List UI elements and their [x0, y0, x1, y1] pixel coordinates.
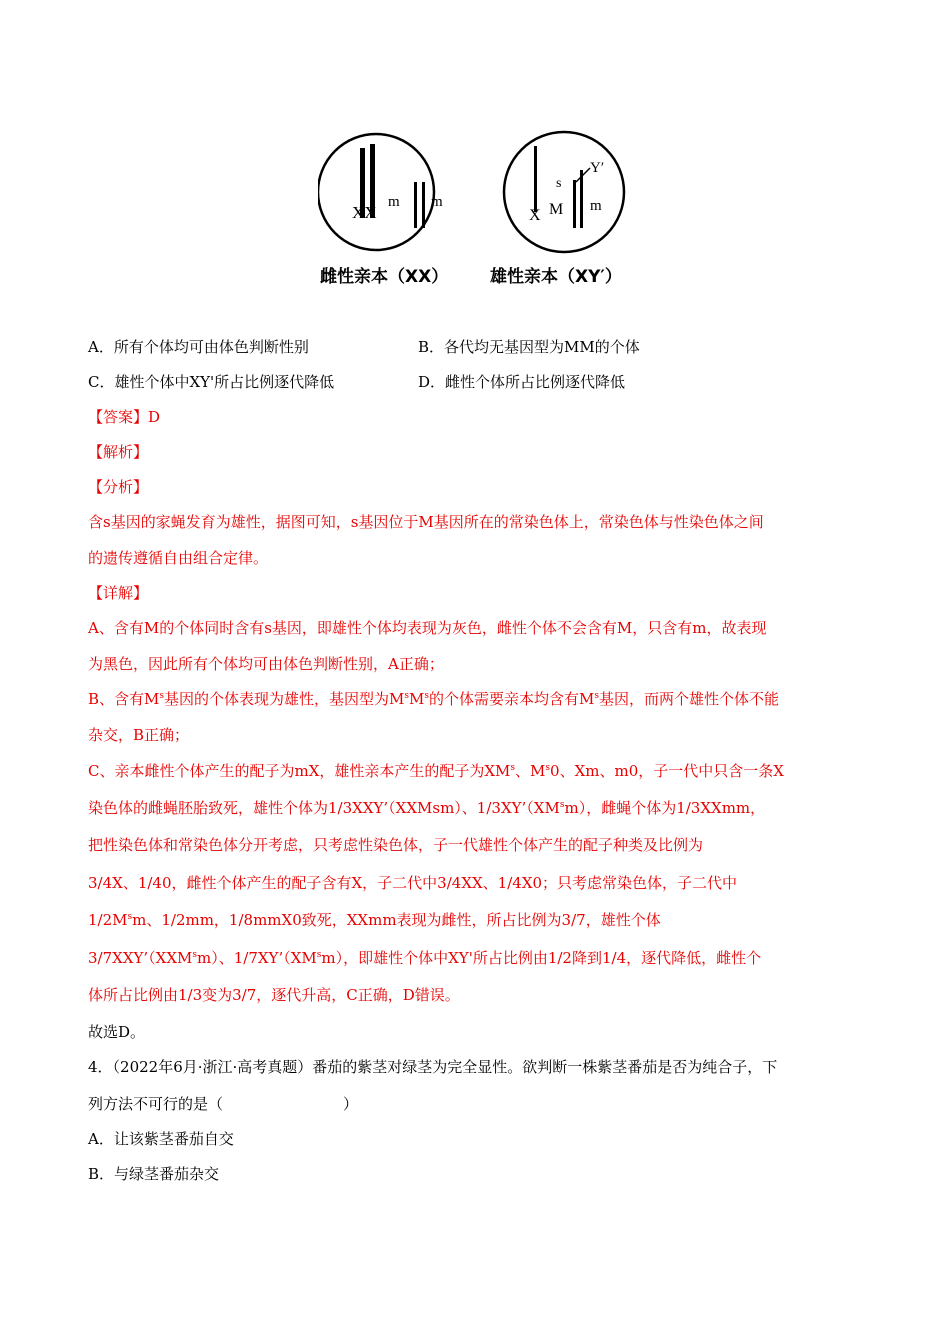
- superscript: s: [127, 912, 133, 922]
- option-c: C．雄性个体中XY'所占比例逐代降低: [88, 373, 335, 391]
- question-4-stem-line-2: [88, 1093, 868, 1115]
- label-xx: XX: [352, 203, 377, 222]
- label-m2: m: [431, 194, 443, 210]
- label-y: Y′: [590, 160, 605, 176]
- detail-c-line-3: 把性染色体和常染色体分开考虑，只考虑性染色体，子一代雄性个体产生的配子种类及比例为: [88, 836, 704, 854]
- caption-male: 雄性亲本（XY′）: [490, 267, 622, 287]
- superscript: s: [404, 691, 410, 701]
- detail-a-line-2: 为黑色，因此所有个体均可由体色判断性别，A正确；: [88, 655, 444, 673]
- label-m-upper: M: [549, 201, 564, 218]
- text-run: 3/7XXY’（XXM: [88, 949, 193, 967]
- answer-tag: 【答案】D: [88, 408, 161, 426]
- detail-b-line-2: 杂交，B正确；: [88, 726, 190, 744]
- detail-c-line-2: [88, 797, 868, 819]
- detail-c-line-7: 体所占比例由1/3变为3/7，逐代升高，C正确，D错误。: [88, 986, 460, 1004]
- question-4-stem-line-1: 4．（2022年6月·浙江·高考真题）番茄的紫茎对绿茎为完全显性。欲判断一株紫茎番茄是否为纯合子，下: [88, 1058, 778, 1076]
- superscript: s: [594, 691, 599, 701]
- analysis-tag: 【解析】: [88, 443, 149, 461]
- label-m1: m: [388, 194, 400, 210]
- superscript: s: [159, 691, 165, 701]
- text-run: m），雌蝇个体为1/3XXmm，: [564, 799, 766, 817]
- chromosome-diagram: [318, 130, 638, 290]
- text-run: m），即雄性个体中XY'所占比例由1/2降到1/4，逐代降低，雌性个: [321, 949, 762, 967]
- fenxi-line-1: 含s基因的家蝇发育为雄性，据图可知，s基因位于M基因所在的常染色体上，常染色体与性染色体之间: [88, 513, 764, 531]
- text-run: 染色体的雌蝇胚胎致死，雄性个体为1/3XXY’（XXMsm）、1/3XY’（XM: [88, 799, 560, 817]
- text-run: 列方法不可行的是（: [88, 1095, 224, 1113]
- conclusion: 故选D。: [88, 1023, 146, 1041]
- option-b: B．各代均无基因型为MM的个体: [418, 338, 640, 356]
- x-chromosome: [534, 146, 537, 212]
- label-m: m: [590, 198, 602, 214]
- autosome-m-2: [422, 182, 425, 228]
- text-run: 基因的个体表现为雄性，基因型为M: [164, 690, 405, 708]
- superscript: s: [316, 950, 322, 960]
- text-run: m）、1/7XY’（XM: [197, 949, 317, 967]
- autosome-m-1: [414, 182, 417, 228]
- detail-b-line-1: [88, 688, 868, 710]
- detail-tag: 【详解】: [88, 584, 149, 602]
- detail-c-line-6: [88, 947, 868, 969]
- superscript: s: [545, 763, 551, 773]
- detail-c-line-4: 3/4X、1/40，雌性个体产生的配子含有X，子二代中3/4XX、1/4X0；只考虑常染色体，子二代中: [88, 874, 738, 892]
- option-d: D．雌性个体所占比例逐代降低: [418, 373, 626, 391]
- option-a: A．所有个体均可由体色判断性别: [88, 338, 309, 356]
- text-run: C、亲本雌性个体产生的配子为mX，雄性亲本产生的配子为XM: [88, 762, 511, 780]
- text-run: 1/2M: [88, 911, 128, 929]
- detail-c-line-1: [88, 760, 868, 782]
- male-cell-circle: [504, 132, 624, 252]
- label-s: s: [556, 176, 562, 191]
- text-run: 基因，而两个雄性个体不能: [599, 690, 780, 708]
- superscript: s: [192, 950, 198, 960]
- autosome-m: [580, 170, 583, 228]
- text-run: m、1/2mm，1/8mmX0致死，XXmm表现为雌性，所占比例为3/7，雄性个体: [132, 911, 661, 929]
- fenxi-tag: 【分析】: [88, 478, 149, 496]
- autosome-m-upper: [573, 180, 576, 228]
- text-run: B、含有M: [88, 690, 160, 708]
- text-run: 的个体需要亲本均含有M: [429, 690, 595, 708]
- label-x: X: [529, 207, 541, 224]
- superscript: s: [510, 763, 516, 773]
- text-run: M: [409, 690, 425, 708]
- detail-c-line-5: [88, 909, 868, 931]
- caption-female: 雌性亲本（XX）: [320, 267, 449, 287]
- text-run: 0、Xm、m0，子一代中只含一条X: [550, 762, 784, 780]
- detail-a-line-1: A、含有M的个体同时含有s基因，即雄性个体均表现为灰色，雌性个体不会含有M，只含有m，故表现: [88, 619, 767, 637]
- text-run: ）: [343, 1095, 359, 1113]
- superscript: s: [559, 800, 565, 810]
- question-4-option-a: A．让该紫茎番茄自交: [88, 1130, 234, 1148]
- question-4-option-b: B．与绿茎番茄杂交: [88, 1165, 220, 1183]
- fenxi-line-2: 的遗传遵循自由组合定律。: [88, 549, 269, 567]
- chromosome-figure: [318, 130, 638, 290]
- text-run: 、M: [515, 762, 546, 780]
- superscript: s: [424, 691, 429, 701]
